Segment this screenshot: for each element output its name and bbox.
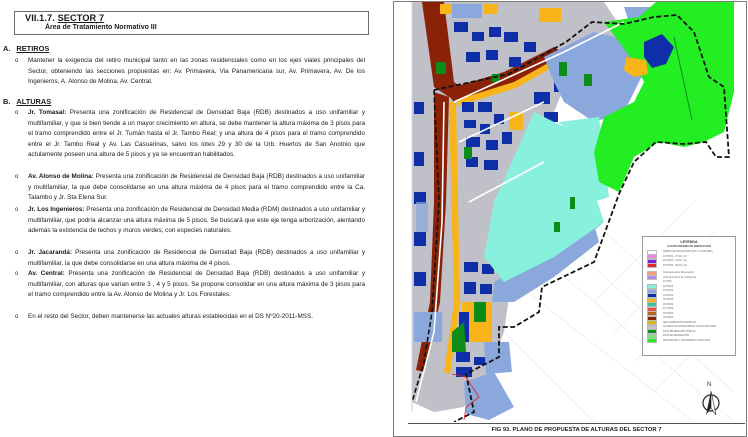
bullet-body: Presenta una zonificación de Residencial de Densidad Baja (RDB) destinados a uso unifamiliar y multifamiliar, la que debe consolidarse en una altura máxima de 4 pisos. <box>28 249 366 267</box>
bullet-mark: o <box>15 314 19 320</box>
legend-label: 08 PISOS <box>663 312 674 315</box>
legend-label: PROTECCIÓN Y TRATAMIENTO PAISAJISTA <box>663 339 711 342</box>
bullet-text <box>28 269 365 301</box>
heading-title: ALTURAS <box>16 97 52 106</box>
legend-label: ÁMBITO DE APLICACIÓN (ORD. Nº 1108-MML) <box>663 251 713 254</box>
bullet-mark: o <box>15 250 19 256</box>
bullet-mark: o <box>15 174 19 180</box>
bullet-bold: Av. Alonso de Molina: <box>28 173 94 180</box>
legend-swatch <box>647 338 657 343</box>
bullet-resto-del-sector <box>16 312 365 323</box>
heading-title: RETIROS <box>16 44 50 53</box>
legend-label: REGLAMENTACIÓN ESPECIAL <box>663 321 697 324</box>
sector-map-figure <box>393 1 747 437</box>
legend-item <box>647 264 735 269</box>
bullet-body: Presenta una zonificación de Residencial de Densidad Media (RDM) destinados a uso unifamiliar y multifamiliar, que podría alcanzar una altura máxima de 5 pisos. Se buscará que este eje tenga arborización, alentando además la existencia de techos y muros verdes, con especies naturales. <box>28 206 365 235</box>
legend-title: LEYENDA <box>680 240 698 244</box>
bullet-text <box>28 172 365 204</box>
legend-label: 10 PISOS - 37.00 m (1) <box>663 255 687 258</box>
legend-label: 10 PISOS <box>663 317 674 320</box>
bullet-bold: Jr. Tomasal: <box>28 109 67 116</box>
legend-label: ALTURAS DE CONFORMIDAD CON EL ENTORNO <box>663 326 717 329</box>
figure-caption: FIG 93. PLANO DE PROPUESTA DE ALTURAS DEL SECTOR 7 <box>408 423 745 436</box>
legend-label: 05 PISOS <box>663 299 674 302</box>
legend-subtitle: ALTURA MÁXIMA DE EDIFICACIÓN <box>667 245 711 248</box>
legend-label: 03 PISOS <box>663 290 674 293</box>
bullet-retiros <box>16 56 365 88</box>
legend-label: Ordenanza Zona de Tratamiento <box>663 276 697 279</box>
bullet-text <box>28 312 365 323</box>
bullet-body: Presenta una zonificación de Residencial de Densidad Baja (RDB) destinados a uso unifamiliar y multifamiliar, con alturas que varían entre 3 , 4 y 5 pisos. Se propone consolidar en una altura máxima de 3 pisos para el tramo comprendido entre la Av. Alonso de Molina y Jr. Los Forestales. <box>28 270 365 299</box>
legend-label: Ordenanza Zona Monumental <box>663 272 694 275</box>
bullet-text <box>28 108 365 161</box>
section-subtitle: Área de Tratamiento Normativo III <box>45 24 157 31</box>
bullet-mark: o <box>15 110 19 116</box>
bullet-mark: o <box>15 58 19 64</box>
sector-name: SECTOR 7 <box>57 13 105 23</box>
bullet-jr-jacaranda <box>16 248 365 269</box>
legend-label: 20 PISOS - 74.00 m (1) <box>663 260 687 263</box>
bullet-mark: o <box>15 271 19 277</box>
heading-letter: A. <box>3 44 11 53</box>
bullet-bold: Av. Central: <box>28 270 65 277</box>
bullet-body: Presenta una zonificación de Residencial de Densidad Baja (RDB) destinados a uso unifamiliar y multifamiliar, y que si bien tiende a un mayor crecimiento en altura, se debe mantener la altura máxima de 3 pisos para el tramo comprendido entre el Jr. Tumán hasta el Jr. Tambo Real; y una altura de 4 pisos para el tramo comprendido entre el Jr. Tambo Real y Av. Las Casuarinas, salvo los lotes 29 y 30 de la Urb. Huertos de San Anotnio que actulamente poseen una altura de 5 pisos y ya se encuentran habilitados. <box>28 109 365 159</box>
bullet-text <box>28 56 365 88</box>
legend-label: 02 PISOS <box>663 285 674 288</box>
bullet-av-central <box>16 269 365 301</box>
bullet-body: Presenta una zonificación de Residencial de Densidad Baja (RDB) destinados a uso unifamiliar y multifamiliar, la que debe consolidarse en una altura máxima de 4 pisos para el tramo comprendido entre la Ca. Talambo y Jr. Sta Elena Sur. <box>28 173 365 202</box>
bullet-text <box>28 248 365 269</box>
bullet-av-alonso-de-molina <box>16 172 365 204</box>
north-arrow <box>699 382 723 416</box>
legend-label: 01 PISO <box>663 281 672 284</box>
section-title <box>25 13 104 23</box>
section-header-box <box>14 11 369 35</box>
heading-alturas <box>3 97 51 106</box>
legend-label: 07 PISOS <box>663 308 674 311</box>
bullet-bold: Jr. Los Ingenieros: <box>28 206 85 213</box>
legend-label: 28 PISOS - 98.00 m (2) <box>663 264 687 267</box>
bullet-body: En el resto del Sector, deben mantenerse las actuales alturas establecidas en el DS Nº20-2011-MSS. <box>28 313 314 320</box>
north-label: N <box>707 382 712 388</box>
compass-icon <box>699 390 723 416</box>
bullet-mark: o <box>15 207 19 213</box>
legend-swatch <box>647 263 657 268</box>
bullet-body: Mantener la exigencia del retiro municipal tanto en las zonas residenciales como en los ejes viales principales del Sector, obteniendo las secciones propuestas en: Av. Primavera, Via Panamericana sur, Av. Primavera, Av. De los Ingenieros, A. Alonso de Molina, Av. Central. <box>28 57 365 86</box>
legend-label: ZONA RECREACIÓN PÚBLICA <box>663 330 696 333</box>
bullet-jr-los-ingenieros <box>16 205 365 237</box>
heading-letter: B. <box>3 97 11 106</box>
legend-label: 04 PISOS <box>663 294 674 297</box>
legend-items <box>643 250 735 343</box>
legend-label: 06 PISOS <box>663 303 674 306</box>
bullet-jr-tomasal <box>16 108 365 161</box>
bullet-text <box>28 205 365 237</box>
heading-retiros <box>3 44 49 53</box>
map-legend <box>642 236 736 356</box>
zoning-map <box>394 2 746 422</box>
section-number: VII.1.7. <box>25 13 58 23</box>
legend-label: ZONA DE RECREACIÓN <box>663 335 690 338</box>
legend-item <box>647 339 735 344</box>
bullet-bold: Jr. Jacarandá: <box>28 249 73 256</box>
